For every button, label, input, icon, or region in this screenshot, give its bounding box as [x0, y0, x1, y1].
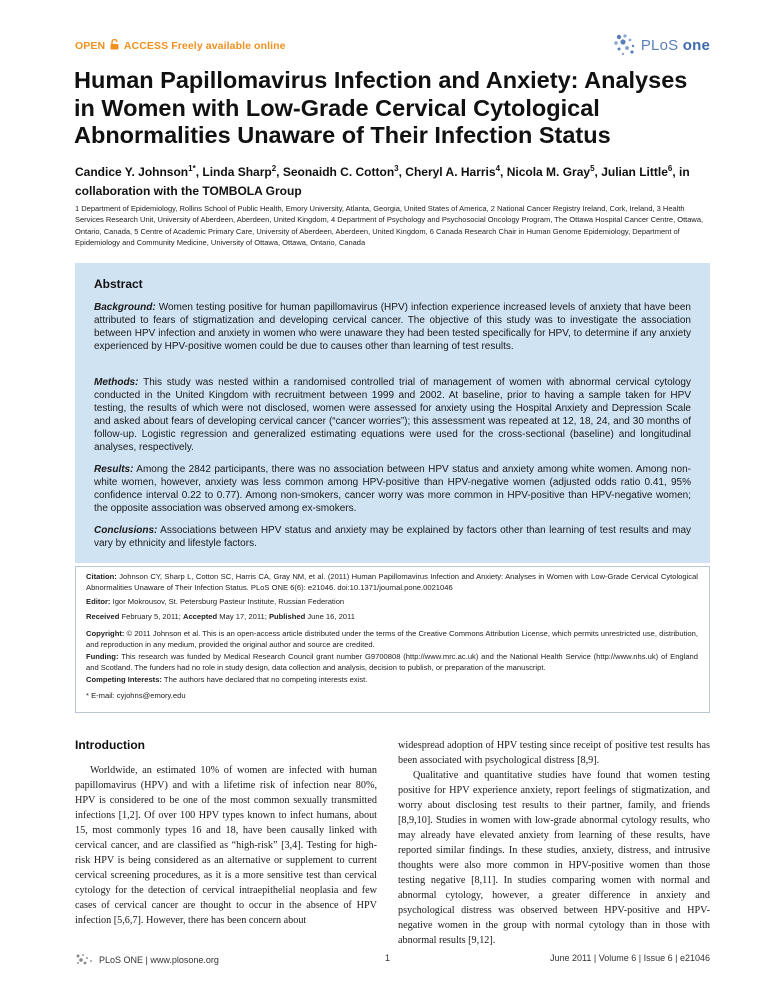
- open-lock-icon: [110, 39, 119, 50]
- corresponding-email[interactable]: * E-mail: cyjohns@emory.edu: [86, 691, 186, 700]
- editor-text: Igor Mokrousov, St. Petersburg Pasteur Institute, Russian Federation: [110, 597, 345, 606]
- page-footer: [75, 952, 710, 966]
- copyright-text: © 2011 Johnson et al. This is an open-access article distributed under the terms of the Creative Commons Attribution License, which permits unrestricted use, distribution, and reproduction in any medium, provided the original author and source are credited.: [86, 629, 698, 649]
- author-name: Cheryl A. Harris: [405, 165, 496, 179]
- results-text: Among the 2842 participants, there was no association between HPV status and anxiety among white women. Among non-white women, however, anxiety was less common among HPV-positive than HPV-negative women (adjusted odds ratio 0.41, 95% confidence interval 0.22 to 0.77). Among non-smokers, cancer worry was more common in HPV-positive than HPV-negative women; the opposite association was observed among ex-smokers.: [94, 464, 691, 514]
- plos-logo-icon: [613, 33, 639, 57]
- access-label: ACCESS Freely available online: [123, 40, 286, 52]
- copyright-label: Copyright:: [86, 629, 125, 638]
- conclusions-text: Associations between HPV status and anxiety may be explained by factors other than learning of test results and may vary by ethnicity and lifestyle factors.: [94, 525, 691, 549]
- author-list: Candice Y. Johnson$^{1*}$, Linda Sharp$^2$, Seonaidh C. Cotton$^3$, Cheryl A. Harris$^4$, Nicola M. Gray$^5$, Julian Little$^6$, in collaboration with the TOMBOLA Group: [75, 164, 690, 198]
- background-text: Women testing positive for human papillomavirus (HPV) infection experience increased levels of anxiety that have been attributed to fears of stigmatization and developing cervical cancer. The objective of this study was to investigate the association between HPV infection and anxiety in women who were unaware they had been tested specifically for HPV, to determine if any anxiety experienced by HPV-positive women could be due to causes other than learning of test results.: [94, 302, 691, 352]
- received-label: Received: [86, 612, 120, 621]
- author-affiliation-mark: 1*: [188, 164, 196, 173]
- open-label: OPEN: [75, 40, 106, 52]
- author-affiliation-mark: 4: [495, 164, 501, 173]
- competing-label: Competing Interests:: [86, 675, 162, 684]
- header-bar: [75, 33, 710, 57]
- author-name: Seonaidh C. Cotton: [282, 165, 395, 179]
- footer-journal-text: PLoS ONE | www.plosone.org: [99, 954, 219, 965]
- plos-small-logo-icon: [75, 953, 95, 966]
- body-paragraph: Qualitative and quantitative studies have found that women testing positive for HPV experience anxiety, report feelings of stigmatization, and worry about disclosing test results to their partner, family, and friends [8,9,10]. Studies in women with low-grade abnormal cytology results, who may already have elevated anxiety from learning of these results, have reported similar findings. In these studies, anxiety, distress, and intrusive thoughts were also more common in HPV-positive women than those testing negative [8,11]. In studies comparing women with normal and abnormal cytology, however, a greater difference in anxiety and psychological distress was observed between HPV-positive and HPV-negative women in the group with normal cytology than in those with abnormal results [9,12].: [398, 770, 710, 946]
- abstract-methods: [94, 376, 691, 454]
- abstract-box: [75, 263, 710, 563]
- journal-name-plos: PLoS: [640, 36, 679, 54]
- author-name: Linda Sharp: [202, 165, 272, 179]
- introduction-heading: Introduction: [75, 738, 145, 752]
- conclusions-label: Conclusions:: [94, 525, 158, 536]
- citation: [86, 572, 698, 593]
- funding-text: This research was funded by Medical Research Council grant number G9700808 (http://www.mrc.ac.uk) and the National Health Service (http://www.nhs.uk) of England and Scotland. The funders had no role in study design, data collection and analysis, decision to publish, or preparation of the manuscript.: [86, 652, 698, 672]
- accepted-label: Accepted: [182, 612, 218, 621]
- accepted-date: May 17, 2011;: [217, 612, 269, 621]
- methods-label: Methods:: [94, 377, 139, 388]
- editor-label: Editor:: [86, 597, 111, 606]
- open-access-badge: [75, 39, 286, 52]
- journal-name: [641, 37, 710, 54]
- abstract-conclusions: [94, 524, 691, 550]
- body-paragraph: widespread adoption of HPV testing since receipt of positive test results has been associated with psychological distress [8,9].: [398, 740, 710, 766]
- funding: [86, 652, 698, 673]
- affiliations: 1 Department of Epidemiology, Rollins School of Public Health, Emory University, Atlanta, Georgia, United States of America, 2 National Cancer Registry Ireland, Cork, Ireland, 3 Health Services Research Unit, University of Aberdeen, Aberdeen, United Kingdom, 4 Department of Psychology and Psychosocial Oncology Program, The Ottawa Hospital Cancer Centre, Ottawa, Ontario, Canada, 5 Centre of Academic Primary Care, University of Aberdeen, Aberdeen, United Kingdom, 6 Canada Research Chair in Human Genome Epidemiology, Department of Epidemiology and Community Medicine, University of Ottawa, Ottawa, Ontario, Canada: [75, 204, 704, 247]
- article-title: Human Papillomavirus Infection and Anxiety: Analyses in Women with Low-Grade Cervical Cytological Abnormalities Unaware of Their Infection Status: [74, 67, 688, 148]
- copyright: [86, 629, 698, 650]
- page-number: 1: [385, 953, 391, 963]
- journal-logo: [613, 33, 710, 57]
- published-date: June 16, 2011: [305, 612, 355, 621]
- methods-text: This study was nested within a randomised controlled trial of management of women with abnormal cervical cytology conducted in the United Kingdom with recruitment between 1999 and 2002. At baseline, prior to having a sample taken for HPV testing, the results of which were not disclosed, women were assessed for anxiety using the Hospital Anxiety and Depression Scale and asked about fears of developing cervical cancer (“cancer worries”); this assessment was repeated at 12, 18, 24, and 30 months of follow-up. Logistic regression and generalized estimating equations were used for the cross-sectional (baseline) and longitudinal analyses, respectively.: [94, 377, 691, 453]
- author-name: Nicola M. Gray: [506, 165, 591, 179]
- footer-journal: [75, 953, 219, 966]
- citation-text: Johnson CY, Sharp L, Cotton SC, Harris CA, Gray NM, et al. (2011) Human Papillomavirus Infection and Anxiety: Analyses in Women with Low-Grade Cervical Cytological Abnormalities Unaware of Their Infection Status. PLoS ONE 6(6): e21046. doi:10.1371/journal.pone.0021046: [86, 572, 698, 592]
- author-affiliation-mark: 3: [394, 164, 399, 173]
- article-info-box: [75, 566, 710, 713]
- journal-name-one: one: [682, 36, 710, 54]
- author-name: Candice Y. Johnson: [75, 165, 189, 179]
- published-label: Published: [268, 612, 306, 621]
- author-affiliation-mark: 2: [271, 164, 277, 173]
- competing-interests: [86, 675, 698, 686]
- abstract-background: [94, 301, 691, 353]
- body-column-right: [398, 738, 710, 948]
- abstract-results: [94, 463, 691, 515]
- funding-label: Funding:: [86, 652, 119, 661]
- background-label: Background:: [94, 302, 156, 313]
- author-name: Julian Little: [601, 165, 668, 179]
- body-column-left: [75, 763, 377, 928]
- editor: [86, 597, 698, 608]
- author-collaboration: , in collaboration with the TOMBOLA Group: [75, 165, 690, 198]
- results-label: Results:: [94, 464, 134, 475]
- received-date: February 5, 2011;: [119, 612, 183, 621]
- author-affiliation-mark: 6: [667, 164, 673, 173]
- abstract-heading: Abstract: [94, 277, 143, 291]
- author-affiliation-mark: 5: [590, 164, 595, 173]
- competing-text: The authors have declared that no competing interests exist.: [161, 675, 368, 684]
- citation-label: Citation:: [86, 572, 117, 581]
- body-paragraph: Worldwide, an estimated 10% of women are infected with human papillomavirus (HPV) and with a lifetime risk of infection near 80%, HPV is considered to be one of the most common sexually transmitted infections [1,2]. Of over 100 HPV types known to infect humans, about 15, most commonly types 16 and 18, have been causally linked with cervical cancer, and are classified as “high-risk” [3,4]. Testing for high-risk HPV is being considered as an alternative or supplement to current cervical screening procedures, as it is a more sensitive test than cervical cytology for the detection of cervical intraepithelial neoplasia and few cases of cervical cancer are thought to occur in the absence of HPV infection [5,6,7]. However, there has been concern about: [75, 765, 377, 926]
- dates: [86, 612, 698, 623]
- footer-issue: June 2011 | Volume 6 | Issue 6 | e21046: [550, 953, 710, 963]
